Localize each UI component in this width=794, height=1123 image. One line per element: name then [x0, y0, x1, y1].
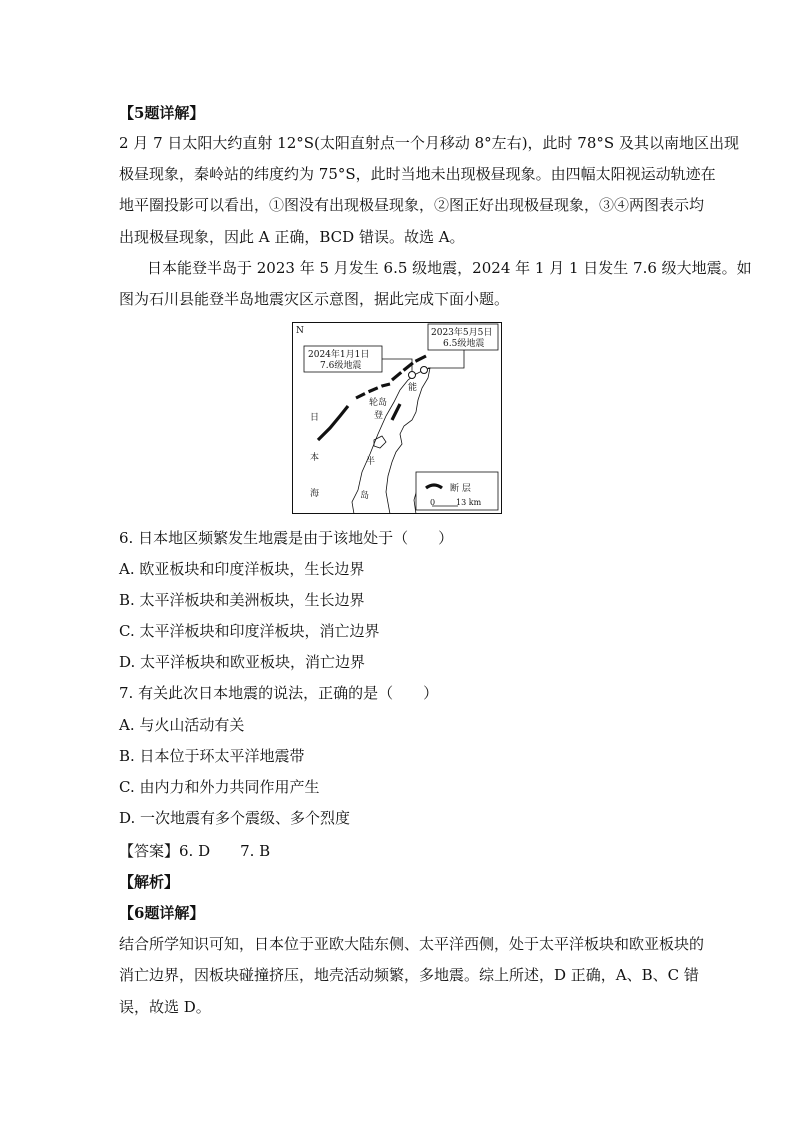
intro-line-1: 日本能登半岛于 2023 年 5 月发生 6.5 级地震，2024 年 1 月 1 日发生 7.6 级大地震。如: [147, 259, 752, 277]
q7-option-d: D. 一次地震有多个震级、多个烈度: [119, 809, 351, 827]
intro-line-2: 图为石川县能登半岛地震灾区示意图，据此完成下面小题。: [119, 290, 510, 308]
label-deng: 登: [374, 411, 384, 421]
q6-option-a: A. 欧亚板块和印度洋板块，生长边界: [119, 560, 365, 578]
label-sea-ri: 日: [310, 413, 320, 423]
section6-line-3: 误，故选 D。: [119, 998, 211, 1016]
label-dao: 岛: [360, 491, 370, 501]
label-lunao: 轮岛: [369, 398, 388, 408]
section5-line-3: 地平圈投影可以看出，①图没有出现极昼现象，②图正好出现极昼现象，③④两图表示均: [119, 196, 705, 214]
label-sea-ben: 本: [310, 453, 320, 463]
answer-line: 【答案】6. D 7. B: [119, 842, 271, 860]
legend-label: 断 层: [450, 484, 471, 494]
q7-option-a: A. 与火山活动有关: [119, 716, 245, 734]
section5-line-1: 2 月 7 日太阳大约直射 12°S(太阳直射点一个月移动 8°左右)，此时 78°S 及其以南地区出现: [119, 134, 739, 152]
epicenter-2023: [421, 367, 428, 374]
section6-heading: 【6题详解】: [119, 904, 205, 922]
q6-option-b: B. 太平洋板块和美洲板块，生长边界: [119, 591, 365, 609]
noto-peninsula-map: [292, 322, 502, 514]
scale-km: 13 km: [456, 498, 482, 507]
callout-2024-line-2: 7.6级地震: [320, 361, 362, 371]
section5-heading: 【5题详解】: [119, 104, 205, 122]
label-ban: 半: [366, 457, 376, 467]
callout-2023-line-1: 2023年5月5日: [431, 328, 493, 338]
q7-option-b: B. 日本位于环太平洋地震带: [119, 747, 305, 765]
q7-option-c: C. 由内力和外力共同作用产生: [119, 778, 320, 796]
scale-zero: 0: [430, 498, 436, 507]
q7-stem: 7. 有关此次日本地震的说法，正确的是（ ）: [119, 684, 439, 702]
north-label: N: [296, 326, 304, 336]
section5-line-4: 出现极昼现象，因此 A 正确，BCD 错误。故选 A。: [119, 228, 465, 246]
q6-option-c: C. 太平洋板块和印度洋板块，消亡边界: [119, 622, 380, 640]
callout-2024-line-1: 2024年1月1日: [308, 350, 370, 360]
section5-line-2: 极昼现象，秦岭站的纬度约为 75°S，此时当地未出现极昼现象。由四幅太阳视运动轨迹在: [119, 165, 716, 183]
q6-stem: 6. 日本地区频繁发生地震是由于该地处于（ ）: [119, 529, 454, 547]
section6-line-1: 结合所学知识可知，日本位于亚欧大陆东侧、太平洋西侧，处于太平洋板块和欧亚板块的: [119, 935, 705, 953]
epicenter-2024: [409, 372, 416, 379]
label-sea-hai: 海: [310, 489, 320, 499]
analysis-heading: 【解析】: [119, 873, 180, 891]
section6-line-2: 消亡边界，因板块碰撞挤压，地壳活动频繁，多地震。综上所述，D 正确，A、B、C 错: [119, 966, 699, 984]
callout-2023-line-2: 6.5级地震: [443, 339, 485, 349]
label-neng: 能: [408, 383, 418, 393]
q6-option-d: D. 太平洋板块和欧亚板块，消亡边界: [119, 653, 366, 671]
